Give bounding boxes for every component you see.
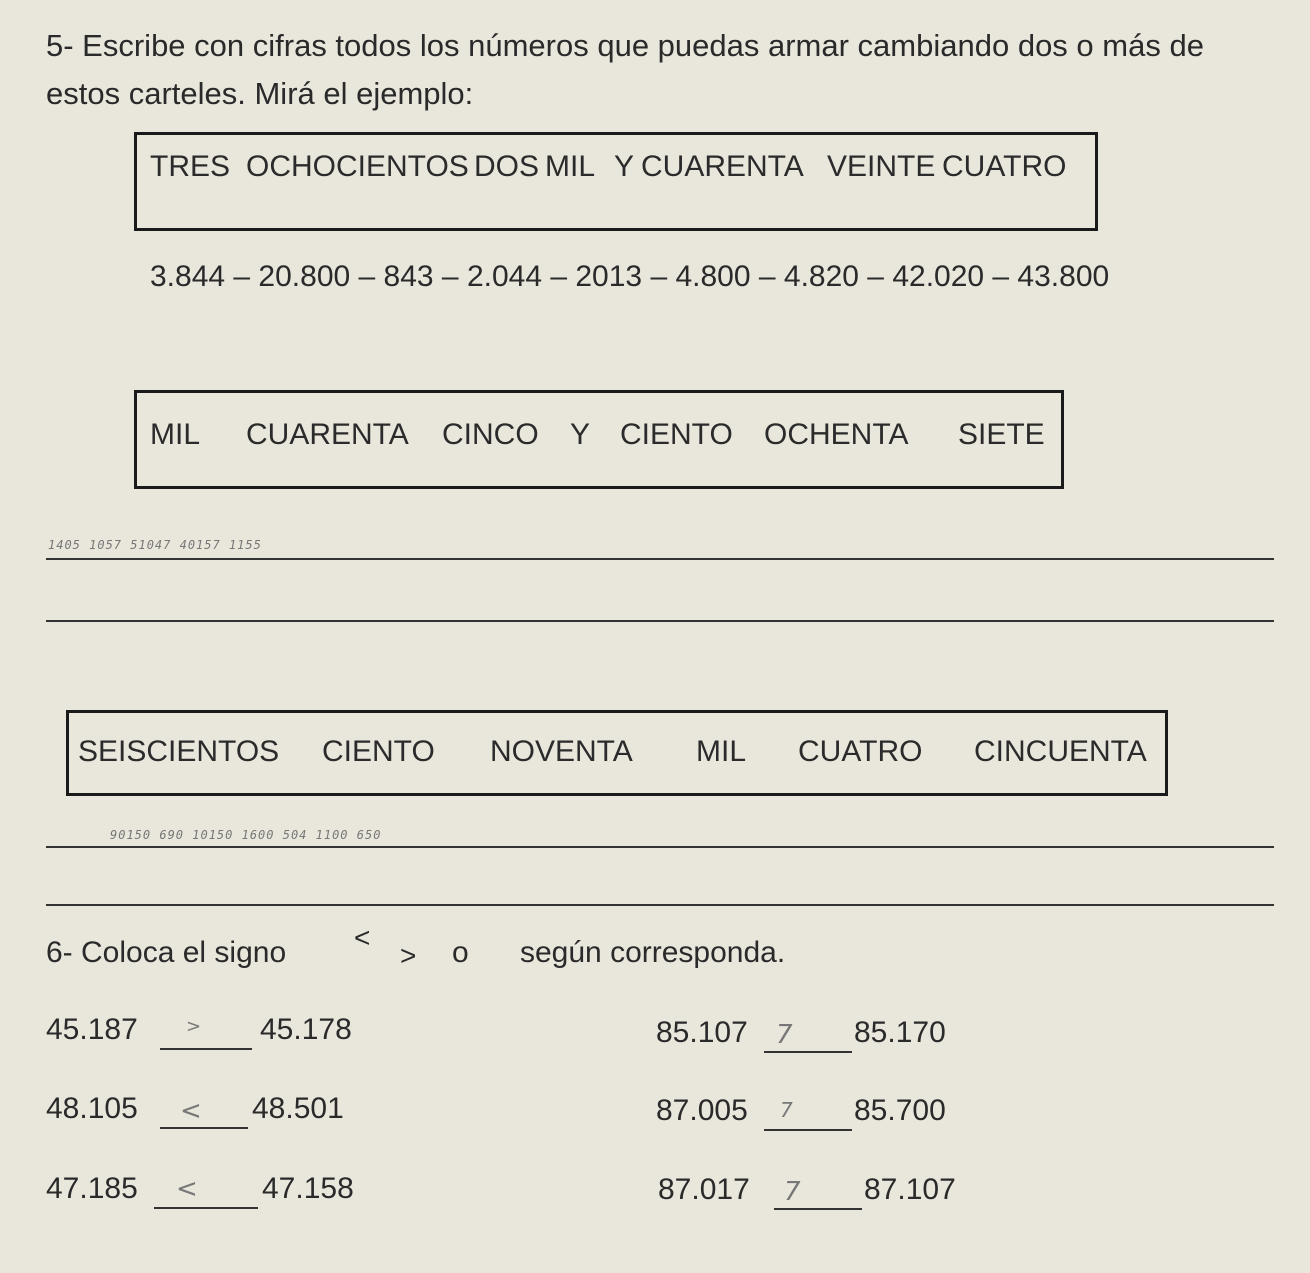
box1-word-cuarenta: CUARENTA	[641, 150, 804, 183]
box3-word-noventa: NOVENTA	[490, 735, 633, 768]
box2-word-ciento: CIENTO	[620, 418, 733, 451]
cmp-2-left: 48.105	[46, 1092, 138, 1125]
box1-word-cuatro: CUATRO	[942, 150, 1067, 183]
sign-greater-than: >	[400, 940, 417, 971]
handwritten-answer-3: 90150 690 10150 1600 504 1100 650	[110, 828, 382, 842]
answer-line-3b	[46, 904, 1274, 906]
cmp-6-right: 87.107	[864, 1173, 956, 1206]
box2-word-cinco: CINCO	[442, 418, 539, 451]
cmp-3-blank[interactable]	[154, 1179, 258, 1209]
cmp-4-right: 85.170	[854, 1016, 946, 1049]
box3-word-mil: MIL	[696, 735, 747, 768]
cmp-3-mark: <	[176, 1174, 198, 1204]
box1-word-veinte: VEINTE	[827, 150, 936, 183]
box1-word-y: Y	[614, 150, 635, 183]
example-numbers: 3.844 – 20.800 – 843 – 2.044 – 2013 – 4.800 – 4.820 – 42.020 – 43.800	[150, 260, 1110, 293]
cmp-6-mark: 7	[784, 1177, 801, 1207]
question-6-suffix: según corresponda.	[520, 936, 786, 969]
box2-word-siete: SIETE	[958, 418, 1045, 451]
cmp-6-left: 87.017	[658, 1173, 750, 1206]
box2-word-y: Y	[570, 418, 591, 451]
box1-word-mil: MIL	[545, 150, 596, 183]
answer-line-3a	[46, 846, 1274, 848]
cmp-4-mark: 7	[776, 1020, 793, 1050]
cmp-1-right: 45.178	[260, 1013, 352, 1046]
box2-word-cuarenta: CUARENTA	[246, 418, 409, 451]
cmp-2-mark: <	[180, 1096, 202, 1126]
handwritten-answer-2: 1405 1057 51047 40157 1155	[48, 538, 262, 552]
answer-line-2b	[46, 620, 1274, 622]
box3-word-ciento: CIENTO	[322, 735, 435, 768]
question-5-title: 5- Escribe con cifras todos los números que puedas armar cambiando dos o más de estos carteles. Mirá el ejemplo:	[46, 28, 1204, 111]
cmp-5-blank[interactable]	[764, 1101, 852, 1131]
box3-word-seiscientos: SEISCIENTOS	[78, 735, 280, 768]
cmp-5-right: 85.700	[854, 1094, 946, 1127]
cmp-3-right: 47.158	[262, 1172, 354, 1205]
cmp-3-left: 47.185	[46, 1172, 138, 1205]
box1-word-ochocientos: OCHOCIENTOS	[246, 150, 469, 183]
cmp-1-mark: >	[186, 1016, 202, 1037]
box1-word-tres: TRES	[150, 150, 231, 183]
box2-word-mil: MIL	[150, 418, 201, 451]
word-o: o	[452, 936, 469, 969]
box3-word-cuatro: CUATRO	[798, 735, 923, 768]
cmp-5-mark: 7	[780, 1098, 793, 1122]
cmp-1-blank[interactable]	[160, 1020, 252, 1050]
box3-word-cincuenta: CINCUENTA	[974, 735, 1147, 768]
cmp-5-left: 87.005	[656, 1094, 748, 1127]
box2-word-ochenta: OCHENTA	[764, 418, 909, 451]
cmp-1-left: 45.187	[46, 1013, 138, 1046]
cmp-4-left: 85.107	[656, 1016, 748, 1049]
question-6-prefix: 6- Coloca el signo	[46, 936, 287, 969]
answer-line-2a	[46, 558, 1274, 560]
box1-word-dos: DOS	[474, 150, 540, 183]
sign-less-than: <	[354, 922, 371, 953]
cmp-2-blank[interactable]	[160, 1099, 248, 1129]
cmp-2-right: 48.501	[252, 1092, 344, 1125]
